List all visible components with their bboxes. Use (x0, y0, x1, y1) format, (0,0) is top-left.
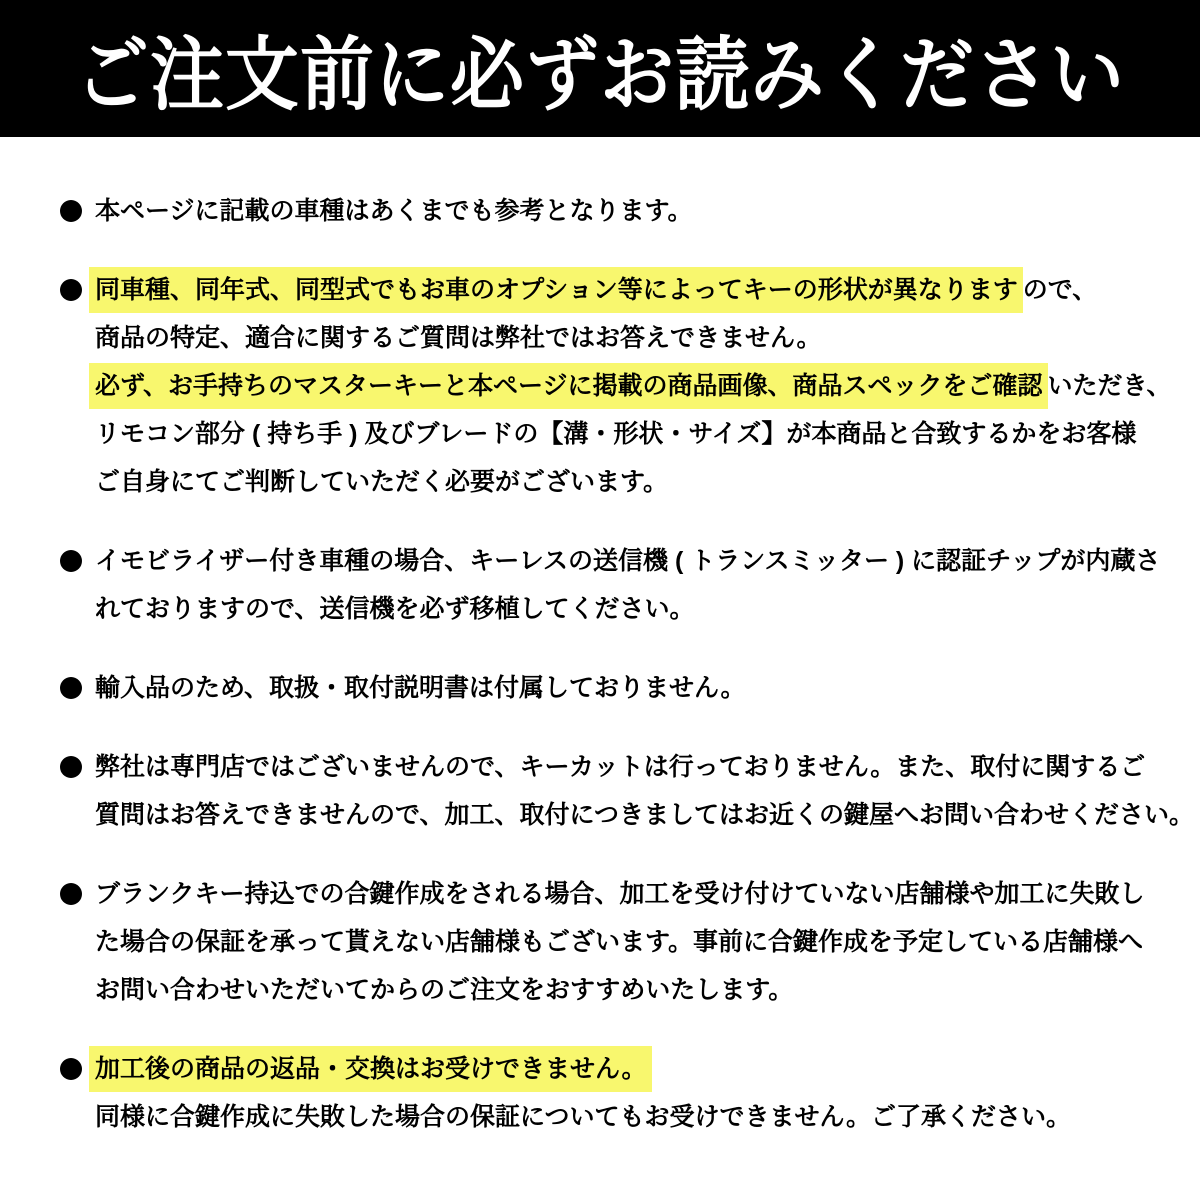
notice-line (95, 966, 1145, 1014)
bullet-icon (60, 200, 82, 222)
notice-item (60, 537, 1170, 633)
notice-line (95, 1093, 1071, 1141)
notice-text (95, 743, 1194, 839)
notice-text (95, 664, 746, 712)
text-segment: リモコン部分 ( 持ち手 ) 及びブレードの【溝・形状・サイズ】が本商品と合致するかをお客様 (95, 420, 1137, 448)
notice-line (95, 362, 1172, 410)
text-segment: ので、 (1022, 276, 1098, 304)
highlighted-text-segment: 同車種、同年式、同型式でもお車のオプション等によってキーの形状が異なります (89, 267, 1023, 313)
bullet-icon (60, 279, 82, 301)
notice-item (60, 266, 1170, 506)
text-segment: 本ページに記載の車種はあくまでも参考となります。 (95, 197, 693, 225)
notice-body (0, 137, 1200, 1141)
text-segment: イモビライザー付き車種の場合、キーレスの送信機 ( トランスミッター ) に認証チップが内蔵さ (95, 547, 1161, 575)
notice-header (0, 0, 1200, 137)
notice-item (60, 1045, 1170, 1141)
notice-text (95, 266, 1172, 506)
notice-item (60, 870, 1170, 1014)
bullet-icon (60, 677, 82, 699)
notice-line (95, 743, 1194, 791)
notice-line (95, 458, 1172, 506)
text-segment: た場合の保証を承って貰えない店舗様もございます。事前に合鍵作成を予定している店舗様へ (95, 928, 1144, 956)
bullet-icon (60, 883, 82, 905)
text-segment: お問い合わせいただいてからのご注文をおすすめいたします。 (95, 976, 794, 1004)
text-segment: れておりますので、送信機を必ず移植してください。 (95, 595, 695, 623)
notice-line (95, 791, 1194, 839)
notice-line (95, 266, 1172, 314)
notice-item (60, 187, 1170, 235)
notice-line (95, 410, 1172, 458)
notice-text (95, 1045, 1071, 1141)
notice-line (95, 187, 693, 235)
text-segment: 同様に合鍵作成に失敗した場合の保証についてもお受けできません。ご了承ください。 (95, 1103, 1072, 1131)
text-segment: ブランクキー持込での合鍵作成をされる場合、加工を受け付けていない店舗様や加工に失敗し (95, 880, 1145, 908)
highlighted-text-segment: 加工後の商品の返品・交換はお受けできません。 (89, 1046, 652, 1092)
notice-text (95, 187, 693, 235)
notice-line (95, 537, 1160, 585)
page-title: ご注文前に必ずお読みください (75, 29, 1125, 120)
notice-item (60, 743, 1195, 839)
bullet-icon (60, 550, 82, 572)
text-segment: 質問はお答えできませんので、加工、取付につきましてはお近くの鍵屋へお問い合わせください。 (95, 801, 1195, 829)
notice-text (95, 537, 1160, 633)
bullet-icon (60, 756, 82, 778)
notice-line (95, 664, 746, 712)
notice-text (95, 870, 1145, 1014)
notice-line (95, 1045, 1071, 1093)
text-segment: 輸入品のため、取扱・取付説明書は付属しておりません。 (95, 674, 746, 702)
text-segment: ご自身にてご判断していただく必要がございます。 (95, 468, 669, 496)
notice-item (60, 664, 1170, 712)
notice-line (95, 585, 1160, 633)
text-segment: いただき、 (1047, 372, 1172, 400)
highlighted-text-segment: 必ず、お手持ちのマスターキーと本ページに掲載の商品画像、商品スペックをご確認 (89, 363, 1048, 409)
notice-line (95, 870, 1145, 918)
notice-line (95, 314, 1172, 362)
bullet-icon (60, 1058, 82, 1080)
text-segment: 弊社は専門店ではございませんので、キーカットは行っておりません。また、取付に関するご (95, 753, 1146, 781)
text-segment: 商品の特定、適合に関するご質問は弊社ではお答えできません。 (95, 324, 822, 352)
notice-line (95, 918, 1145, 966)
